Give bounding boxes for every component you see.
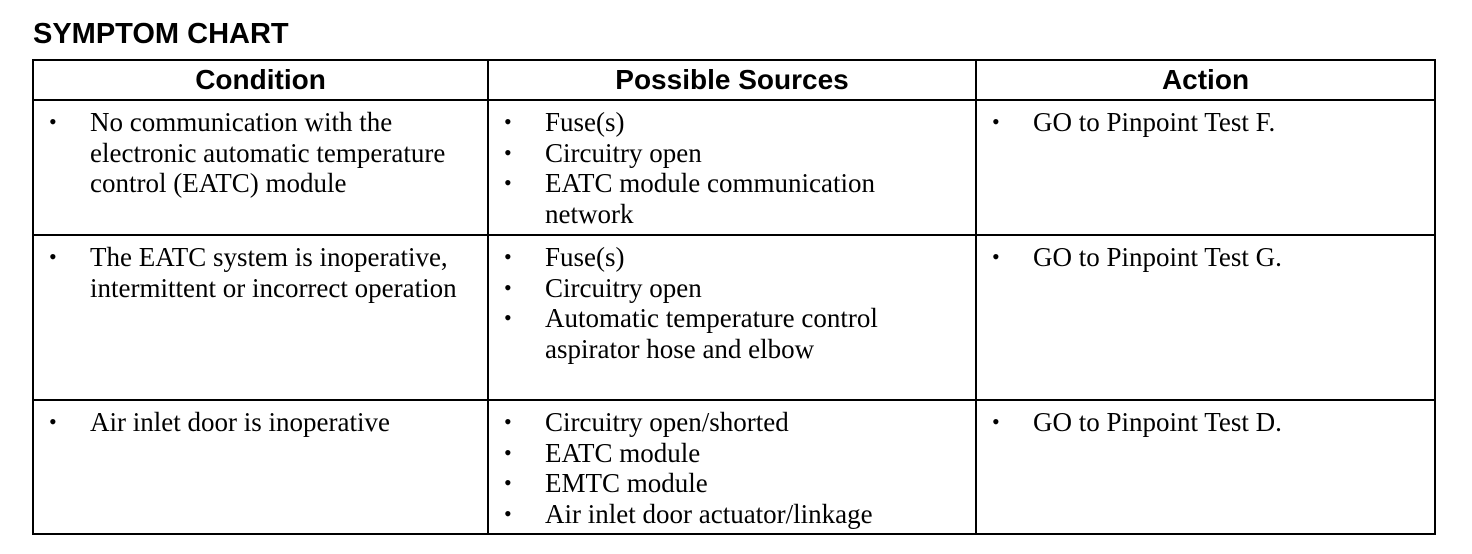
sources-cell — [488, 235, 976, 400]
action-text: • GO to Pinpoint Test G. — [977, 242, 1434, 273]
action-text: • GO to Pinpoint Test F. — [977, 107, 1434, 138]
sources-cell — [488, 400, 976, 534]
condition-text: • No communication with the electronic automatic temperature control (EATC) module — [34, 107, 487, 199]
source-item: • Fuse(s) — [489, 107, 975, 138]
action-cell — [976, 235, 1435, 400]
header-possible-sources: Possible Sources — [488, 60, 976, 100]
source-item: • Air inlet door actuator/linkage — [489, 499, 975, 530]
sources-cell — [488, 100, 976, 235]
page-title: SYMPTOM CHART — [33, 18, 289, 50]
table-row — [33, 235, 1435, 400]
source-item: • Automatic temperature control aspirator hose and elbow — [489, 303, 975, 364]
source-item: • EATC module — [489, 438, 975, 469]
source-item: • Circuitry open — [489, 138, 975, 169]
header-action: Action — [976, 60, 1435, 100]
source-item: • Circuitry open — [489, 273, 975, 304]
condition-text: • The EATC system is inoperative, intermittent or incorrect operation — [34, 242, 487, 303]
table-header-row — [33, 60, 1435, 100]
source-item: • EATC module communication network — [489, 168, 975, 229]
condition-text: • Air inlet door is inoperative — [34, 407, 487, 438]
action-cell — [976, 100, 1435, 235]
source-item: • Fuse(s) — [489, 242, 975, 273]
action-text: • GO to Pinpoint Test D. — [977, 407, 1434, 438]
symptom-table — [32, 59, 1436, 535]
condition-cell — [33, 100, 488, 235]
header-condition: Condition — [33, 60, 488, 100]
source-item: • Circuitry open/shorted — [489, 407, 975, 438]
action-cell — [976, 400, 1435, 534]
condition-cell — [33, 235, 488, 400]
source-item: • EMTC module — [489, 468, 975, 499]
table-row — [33, 400, 1435, 534]
table-row — [33, 100, 1435, 235]
condition-cell — [33, 400, 488, 534]
